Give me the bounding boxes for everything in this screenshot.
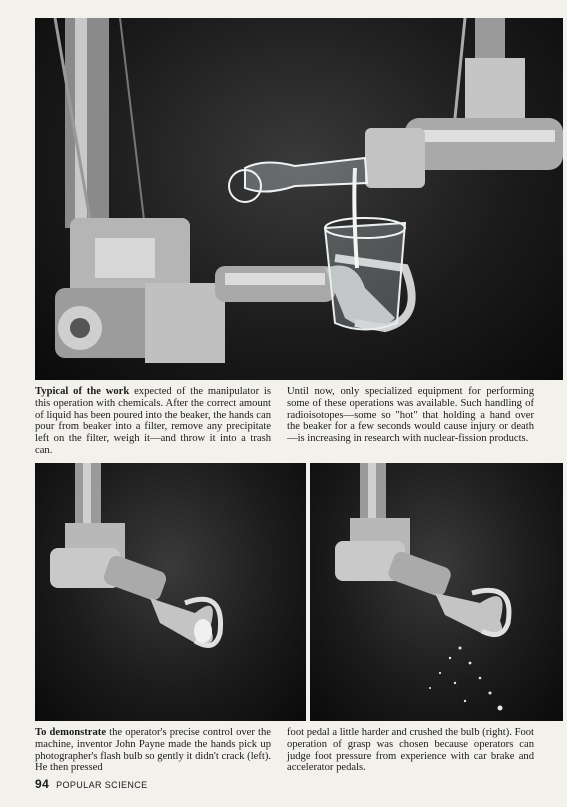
caption-body: the operator's precise control over the machine, inventor John Payne made the hands pick up photographer's flash bulb so gently it didn't crack (left). He then pressed bbox=[35, 727, 271, 774]
caption-radioisotopes bbox=[287, 386, 534, 445]
gripper-holding-bulb-illustration bbox=[35, 463, 306, 721]
manipulator-pouring-illustration bbox=[35, 18, 563, 380]
caption-chemical-operation bbox=[35, 386, 271, 457]
caption-body: foot pedal a little harder and crushed the bulb (right). Foot operation of grasp was chosen because operators can judge foot pressure from experience with car brake and accelerator pedals. bbox=[287, 727, 534, 774]
caption-lead: Typical of the work bbox=[35, 386, 130, 397]
caption-lead: To demonstrate bbox=[35, 727, 107, 738]
photo-flash-bulb-intact bbox=[35, 463, 306, 721]
caption-body: Until now, only specialized equipment for performing some of these operations was available. Such handling of radioisotopes—some so "hot" that holding a hand over the beaker for a few seconds would cause injury or death—is increasing in research with nuclear-fission products. bbox=[287, 386, 534, 445]
magazine-name: POPULAR SCIENCE bbox=[56, 780, 148, 790]
caption-flash-bulb-demo bbox=[35, 727, 271, 774]
photo-flash-bulb-crushed bbox=[310, 463, 563, 721]
caption-body: expected of the manipulator is this operation with chemicals. After the correct amount of liquid has been poured into the beaker, the hands can pour from beaker into a filter, remove any precipitate left on the filter, weigh it—and throw it into a trash can. bbox=[35, 386, 271, 456]
page-number: 94 bbox=[35, 777, 50, 791]
photo-manipulator-pouring bbox=[35, 18, 563, 380]
gripper-crushing-bulb-illustration bbox=[310, 463, 563, 721]
caption-foot-pedal bbox=[287, 727, 534, 774]
page-footer bbox=[35, 777, 148, 791]
